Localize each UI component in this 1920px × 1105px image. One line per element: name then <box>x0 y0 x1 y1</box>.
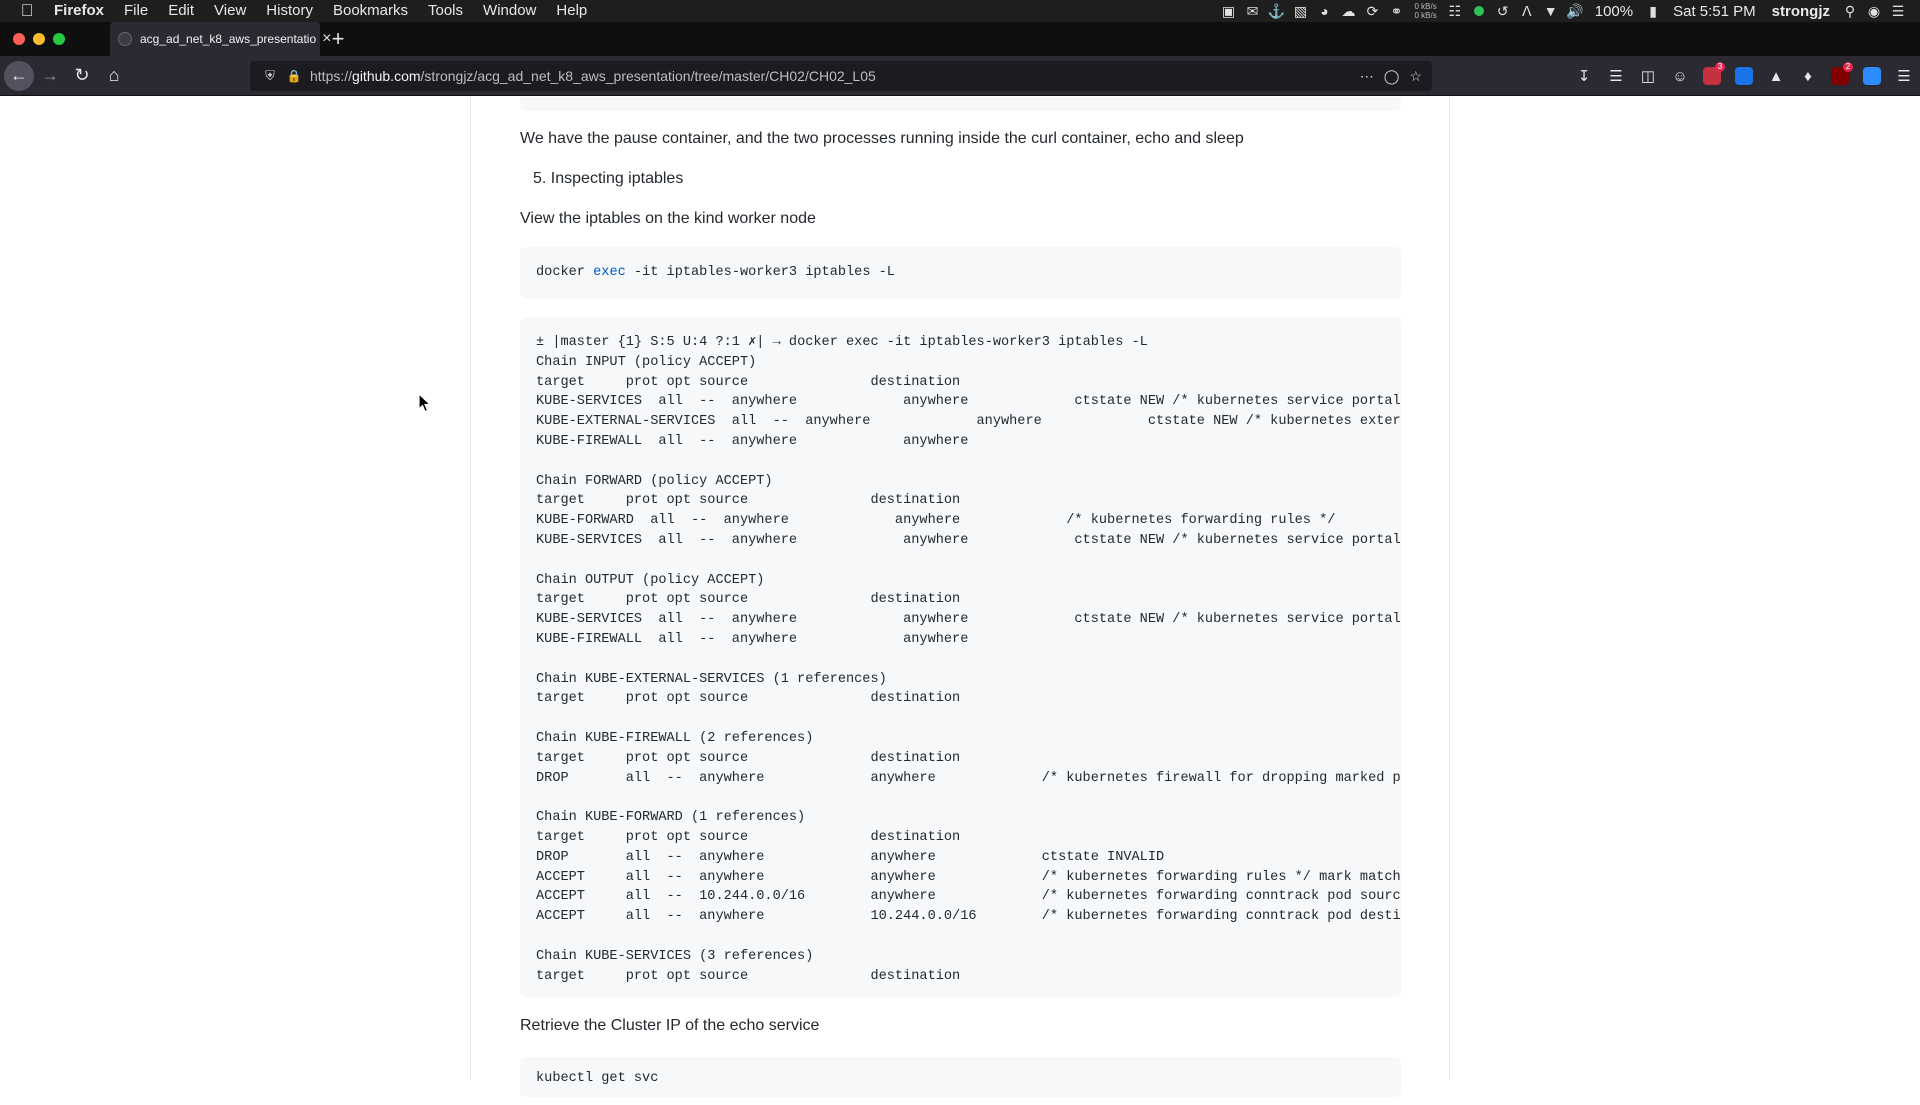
downloads-icon[interactable]: ↧ <box>1568 60 1600 92</box>
iptables-output-line: KUBE-FIREWALL all -- anywhere anywhere <box>536 432 1385 452</box>
code-block-kubectl[interactable] <box>520 1057 1401 1097</box>
iptables-output-line: Chain KUBE-FIREWALL (2 references) <box>536 729 1385 749</box>
iptables-output-line <box>536 650 1385 670</box>
iptables-output-line: Chain KUBE-SERVICES (3 references) <box>536 947 1385 967</box>
macos-menu-bar <box>0 0 1920 22</box>
battery-icon[interactable]: ▮ <box>1641 0 1665 22</box>
list-item-inspecting-iptables <box>533 170 683 188</box>
iptables-output-line: target prot opt source destination <box>536 689 1385 709</box>
menu-history[interactable]: History <box>256 0 323 22</box>
address-bar[interactable] <box>250 61 1432 91</box>
iptables-output-line: target prot opt source destination <box>536 967 1385 987</box>
iptables-output-line <box>536 551 1385 571</box>
github-favicon-icon <box>118 32 132 46</box>
glasses-icon[interactable]: ⚭ <box>1385 0 1409 22</box>
iptables-output-line: DROP all -- anywhere anywhere ctstate INVALID <box>536 848 1385 868</box>
menu-help[interactable]: Help <box>546 0 597 22</box>
spotlight-search-icon[interactable]: ⚲ <box>1838 0 1862 22</box>
readme-article <box>470 97 1450 1080</box>
status-dot-icon[interactable] <box>1474 6 1484 16</box>
bluetooth-icon[interactable]: ᐱ <box>1515 0 1539 22</box>
back-button[interactable]: ← <box>4 61 34 91</box>
library-icon[interactable]: ☰ <box>1600 60 1632 92</box>
menu-view[interactable]: View <box>204 0 256 22</box>
menu-bar-user[interactable]: strongjz <box>1764 3 1838 20</box>
iptables-output-line <box>536 927 1385 947</box>
menu-bookmarks[interactable]: Bookmarks <box>323 0 418 22</box>
menu-edit[interactable]: Edit <box>158 0 204 22</box>
url-actions <box>1360 68 1432 85</box>
iptables-output-line: ACCEPT all -- 10.244.0.0/16 anywhere /* kubernetes forwarding conntrack pod sourc <box>536 887 1385 907</box>
iptables-output-line: Chain INPUT (policy ACCEPT) <box>536 353 1385 373</box>
iptables-output-line <box>536 709 1385 729</box>
iptables-output-line <box>536 788 1385 808</box>
iptables-output-line <box>536 452 1385 472</box>
iptables-output-line: target prot opt source destination <box>536 373 1385 393</box>
iptables-output-line: Chain OUTPUT (policy ACCEPT) <box>536 571 1385 591</box>
app-menu-icon[interactable]: ☰ <box>1888 60 1920 92</box>
iptables-output-line: DROP all -- anywhere anywhere /* kubernetes firewall for dropping marked p <box>536 769 1385 789</box>
window-zoom-button[interactable] <box>53 33 65 45</box>
bookmark-star-icon[interactable]: ☆ <box>1409 68 1422 85</box>
extension-puzzle-icon[interactable]: ♦ <box>1792 60 1824 92</box>
url-text[interactable] <box>304 68 1360 84</box>
extension-ublock-icon[interactable] <box>1824 60 1856 92</box>
iptables-output-line: KUBE-FIREWALL all -- anywhere anywhere <box>536 630 1385 650</box>
camera-icon[interactable]: ▣ <box>1217 0 1241 22</box>
iptables-output-line: Chain FORWARD (policy ACCEPT) <box>536 472 1385 492</box>
iptables-output-line: target prot opt source destination <box>536 828 1385 848</box>
mouse-cursor-icon <box>418 393 432 413</box>
browser-tab-strip <box>0 22 1920 56</box>
iptables-output[interactable] <box>520 317 1401 1002</box>
tab-title: acg_ad_net_k8_aws_presentatio <box>140 32 316 46</box>
tab-close-icon[interactable]: × <box>316 30 331 48</box>
iptables-output-line: KUBE-SERVICES all -- anywhere anywhere ctstate NEW /* kubernetes service portal <box>536 531 1385 551</box>
cloud-icon[interactable]: ☁ <box>1337 0 1361 22</box>
code-token-exec: exec <box>593 265 626 280</box>
sidebar-icon[interactable]: ◫ <box>1632 60 1664 92</box>
iptables-output-line: Chain KUBE-EXTERNAL-SERVICES (1 references) <box>536 670 1385 690</box>
url-path: /strongjz/acg_ad_net_k8_aws_presentation/tree/master/CH02/CH02_L05 <box>421 68 876 84</box>
paragraph-retrieve-cluster-ip: Retrieve the Cluster IP of the echo service <box>520 1017 819 1035</box>
network-speed <box>1409 2 1443 20</box>
iptables-output-line: KUBE-SERVICES all -- anywhere anywhere ctstate NEW /* kubernetes service portal <box>536 610 1385 630</box>
list-item-text: Inspecting iptables <box>551 170 684 187</box>
extension-s-icon[interactable] <box>1728 60 1760 92</box>
chat-icon[interactable]: ▧ <box>1289 0 1313 22</box>
iptables-output-line: target prot opt source destination <box>536 749 1385 769</box>
menu-bar-clock[interactable]: Sat 5:51 PM <box>1665 3 1764 20</box>
browser-tab-active[interactable] <box>110 22 320 56</box>
reload-button[interactable]: ↻ <box>66 60 98 92</box>
iptables-output-line: ACCEPT all -- anywhere anywhere /* kubernetes forwarding rules */ mark match <box>536 868 1385 888</box>
siri-icon[interactable]: ◉ <box>1862 0 1886 22</box>
menu-window[interactable]: Window <box>473 0 546 22</box>
sync-icon[interactable]: ⟳ <box>1361 0 1385 22</box>
iptables-output-line: ± |master {1} S:5 U:4 ?:1 ✗| → docker exec -it iptables-worker3 iptables -L <box>536 333 1385 353</box>
page-viewport[interactable] <box>0 97 1920 1080</box>
window-minimize-button[interactable] <box>33 33 45 45</box>
paragraph-view-iptables: View the iptables on the kind worker node <box>520 210 816 228</box>
tracking-protection-icon[interactable]: ⛨ <box>256 68 284 84</box>
extension-hat-icon[interactable]: ▲ <box>1760 60 1792 92</box>
menu-tools[interactable]: Tools <box>418 0 473 22</box>
code-token-args: -it iptables-worker3 iptables -L <box>626 265 895 280</box>
forward-button[interactable]: → <box>34 60 66 92</box>
menu-app-name[interactable]: Firefox <box>54 0 114 22</box>
paragraph-pause-container: We have the pause container, and the two processes running inside the curl container, echo and sleep <box>520 130 1244 148</box>
apple-icon[interactable] <box>0 1 54 21</box>
code-block-iptables-output[interactable] <box>520 317 1401 997</box>
list-item-number: 5. <box>533 170 546 187</box>
toolbar-extensions <box>1568 56 1920 96</box>
volume-icon[interactable]: 🔊 <box>1563 0 1587 22</box>
extension-badge: 3 <box>1715 62 1725 72</box>
docker-icon[interactable]: ⚓ <box>1265 0 1289 22</box>
code-docker-exec[interactable] <box>520 247 1401 299</box>
url-host: github.com <box>352 68 420 84</box>
previous-code-block <box>520 97 1401 111</box>
iptables-output-line: target prot opt source destination <box>536 491 1385 511</box>
wifi-icon[interactable]: ▼ <box>1539 0 1563 22</box>
code-block-docker-exec[interactable] <box>520 247 1401 299</box>
iptables-output-line: KUBE-EXTERNAL-SERVICES all -- anywhere anywhere ctstate NEW /* kubernetes exter <box>536 412 1385 432</box>
extension-zoom-icon[interactable] <box>1856 60 1888 92</box>
mail-icon[interactable]: ✉ <box>1241 0 1265 22</box>
page-actions-icon[interactable]: ⋯ <box>1360 68 1374 85</box>
menu-bar-tray <box>1217 0 1920 22</box>
battery-percentage[interactable]: 100% <box>1587 3 1641 20</box>
memory-icon[interactable]: ☷ <box>1443 0 1467 22</box>
home-button[interactable]: ⌂ <box>98 60 130 92</box>
code-kubectl-get-svc[interactable]: kubectl get svc <box>520 1057 1401 1105</box>
iptables-output-line: KUBE-FORWARD all -- anywhere anywhere /* kubernetes forwarding rules */ <box>536 511 1385 531</box>
clock-app-icon[interactable]: ◕ <box>1313 0 1337 22</box>
url-scheme: https:// <box>310 68 352 84</box>
new-tab-button[interactable]: + <box>320 22 356 56</box>
menu-file[interactable]: File <box>114 0 158 22</box>
browser-toolbar <box>0 56 1920 96</box>
extension-badge-2: 2 <box>1843 62 1853 72</box>
account-icon[interactable]: ☺ <box>1664 60 1696 92</box>
lock-icon[interactable]: 🔒 <box>284 69 304 83</box>
iptables-output-line: target prot opt source destination <box>536 590 1385 610</box>
extension-red-icon[interactable] <box>1696 60 1728 92</box>
iptables-output-line: ACCEPT all -- anywhere 10.244.0.0/16 /* kubernetes forwarding conntrack pod desti <box>536 907 1385 927</box>
time-machine-icon[interactable]: ↺ <box>1491 0 1515 22</box>
code-token-docker: docker <box>536 265 585 280</box>
window-controls <box>0 33 110 45</box>
iptables-output-line: Chain KUBE-FORWARD (1 references) <box>536 808 1385 828</box>
network-download: 0 kB/s <box>1415 11 1437 20</box>
window-close-button[interactable] <box>13 33 25 45</box>
pocket-icon[interactable]: ◯ <box>1384 68 1400 85</box>
network-upload: 0 kB/s <box>1415 2 1437 11</box>
notification-center-icon[interactable]: ☰ <box>1886 0 1910 22</box>
iptables-output-line: KUBE-SERVICES all -- anywhere anywhere ctstate NEW /* kubernetes service portal <box>536 392 1385 412</box>
